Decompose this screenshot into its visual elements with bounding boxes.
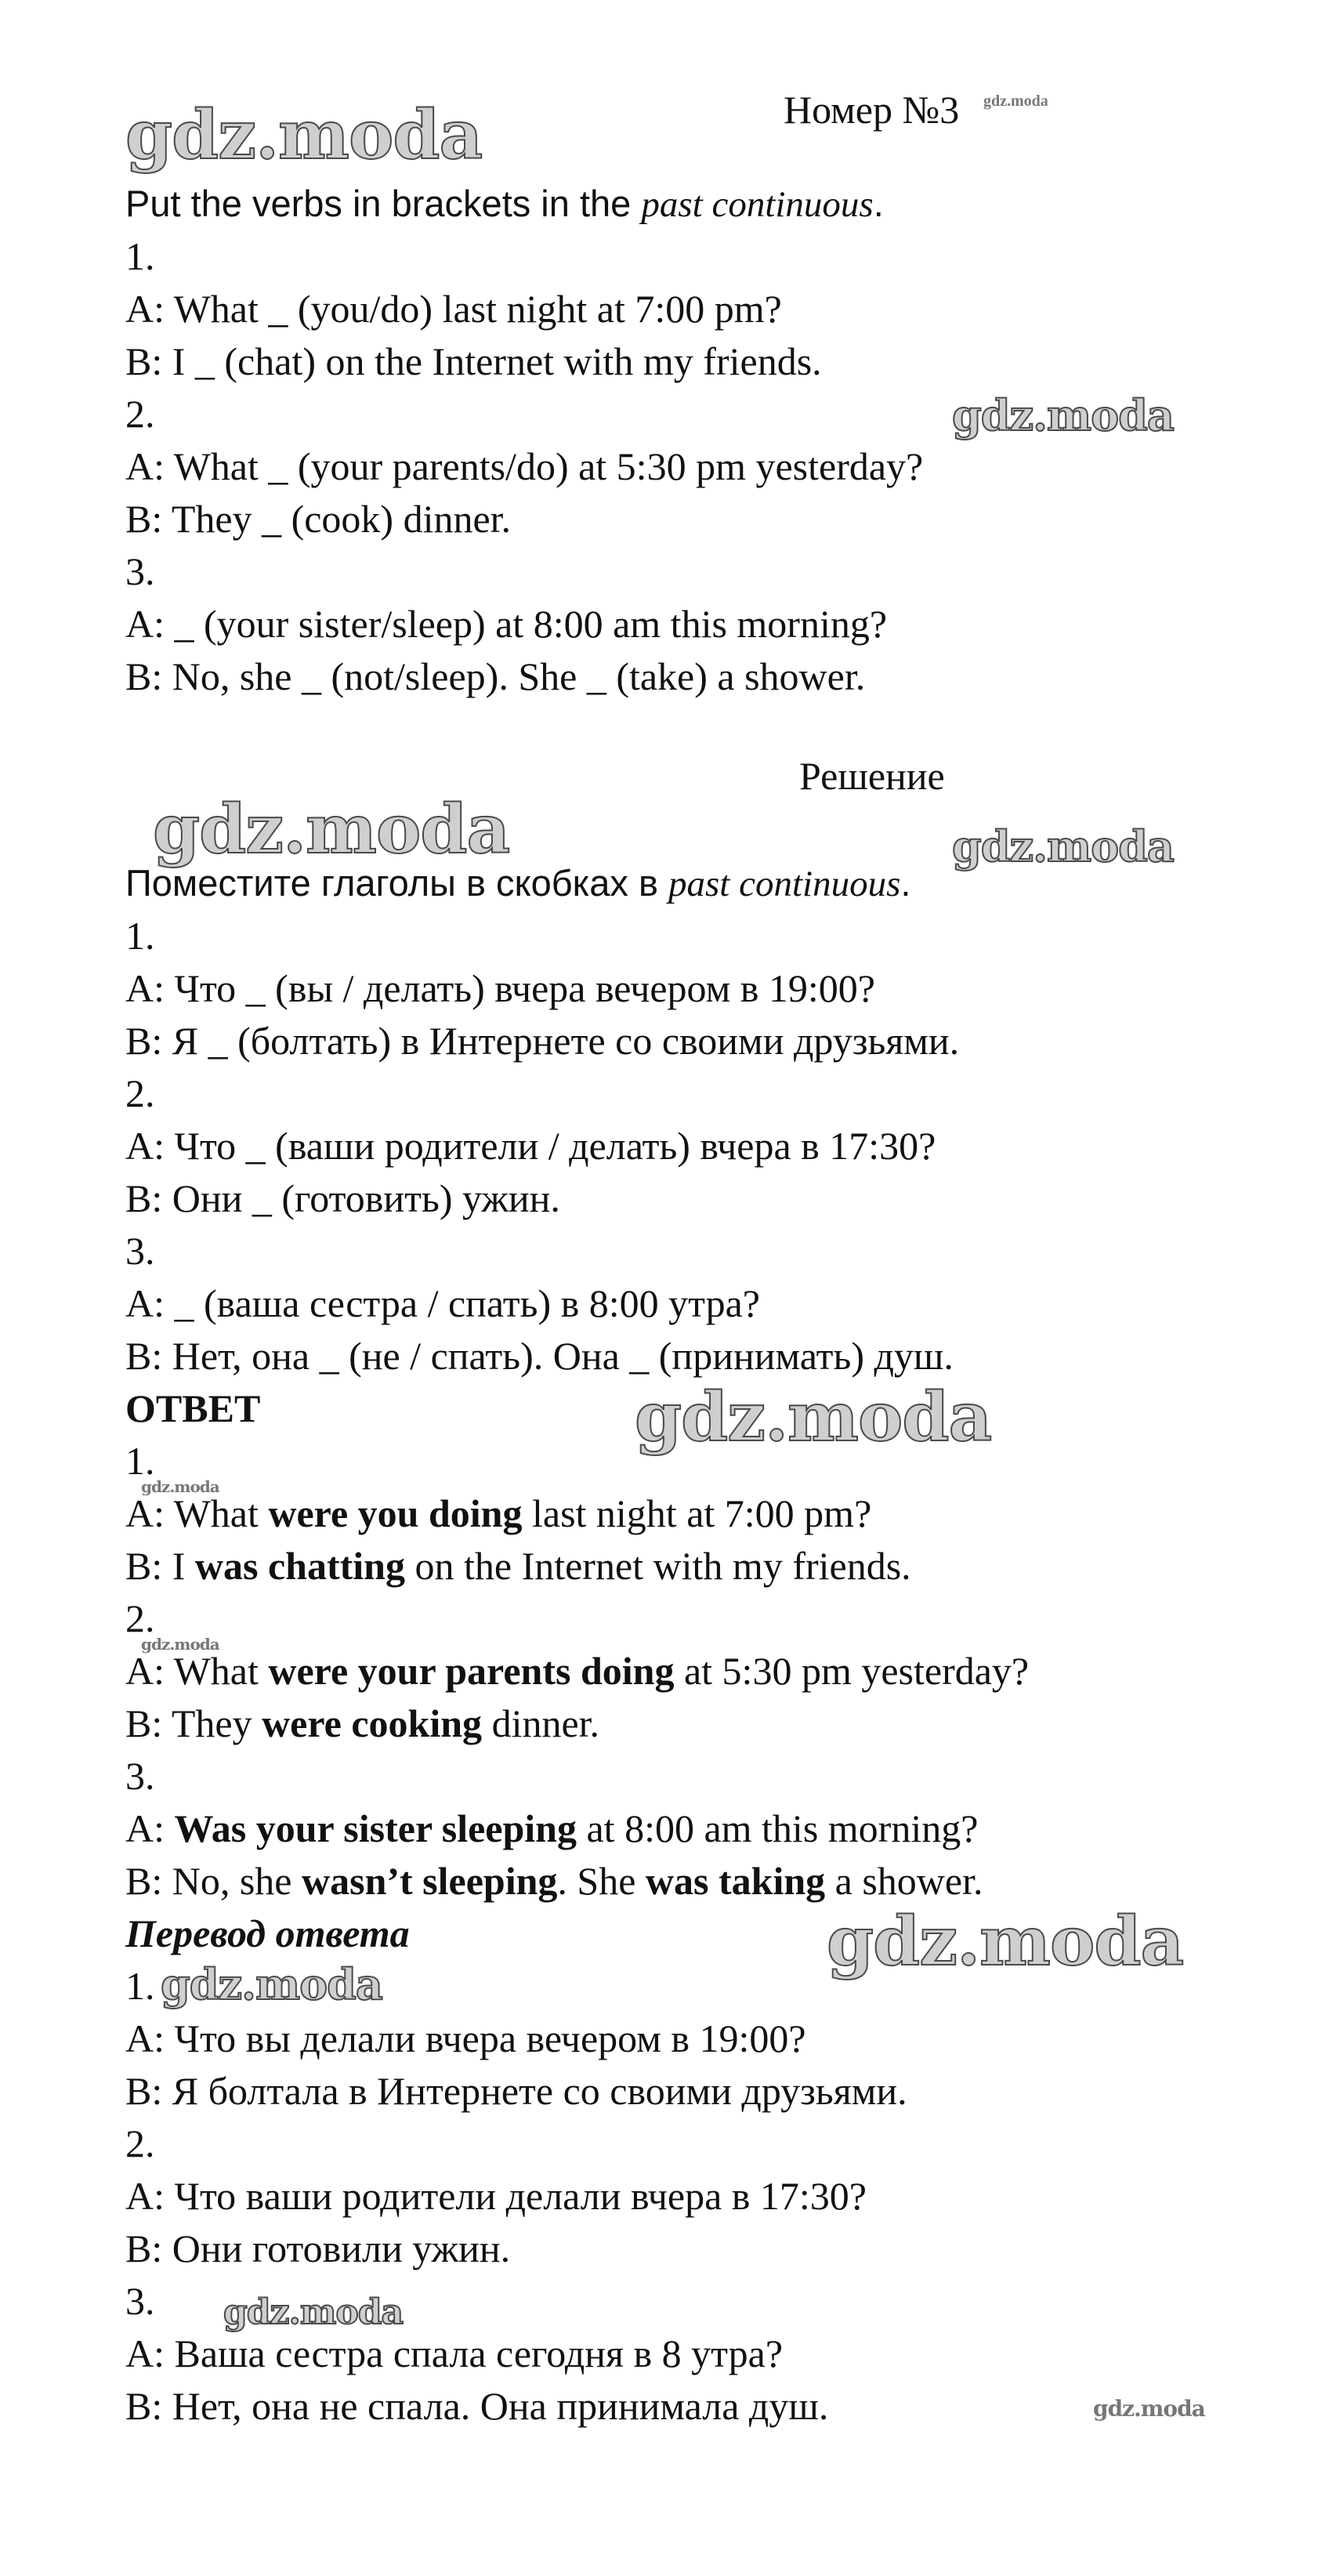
task-instruction: [125, 180, 884, 228]
translation-item-2-a: A: Что ваши родители делали вчера в 17:30?: [125, 2174, 867, 2218]
answer-item-1-b: [125, 1542, 911, 1589]
solution-instruction: [125, 860, 910, 908]
answer-item-2-number: 2.: [125, 1596, 155, 1640]
answer-verb: wasn’t sleeping: [302, 1859, 558, 1903]
answer-text: at 8:00 am this morning?: [576, 1806, 979, 1850]
solution-item-1-number: 1.: [125, 914, 155, 958]
translation-item-3-number: 3.: [125, 2279, 155, 2323]
answer-text: a shower.: [825, 1859, 983, 1903]
solution-instruction-text: Поместите глаголы в скобках в: [125, 862, 668, 904]
task-item-2-a: A: What _ (your parents/do) at 5:30 pm yesterday?: [125, 444, 924, 488]
watermark-logo: gdz.moda: [952, 390, 1174, 440]
answer-text: A: What: [125, 1649, 269, 1693]
answer-text: B: I: [125, 1544, 195, 1588]
translation-item-1-b: B: Я болтала в Интернете со своими друзьями.: [125, 2069, 907, 2113]
answer-text: A: What: [125, 1491, 269, 1535]
answer-verb: was taking: [645, 1859, 826, 1903]
answer-heading: ОТВЕТ: [125, 1386, 261, 1430]
answer-text: on the Internet with my friends.: [404, 1544, 911, 1588]
solution-item-2-a: A: Что _ (ваши родители / делать) вчера в 17:30?: [125, 1124, 936, 1168]
solution-item-3-number: 3.: [125, 1229, 155, 1273]
answer-verb: was chatting: [194, 1544, 405, 1588]
solution-item-2-number: 2.: [125, 1071, 155, 1115]
translation-item-1-a: A: Что вы делали вчера вечером в 19:00?: [125, 2016, 806, 2060]
answer-text: last night at 7:00 pm?: [522, 1491, 872, 1535]
answer-item-1-number: 1.: [125, 1439, 155, 1483]
task-instruction-italic: past continuous: [641, 184, 874, 225]
watermark-logo: gdz.moda: [125, 96, 483, 175]
watermark-logo: gdz.moda: [635, 1378, 992, 1457]
task-instruction-text: Put the verbs in brackets in the: [125, 183, 642, 224]
translation-item-2-number: 2.: [125, 2121, 155, 2165]
solution-item-3-a: A: _ (ваша сестра / спать) в 8:00 утра?: [125, 1281, 760, 1325]
translation-item-2-b: B: Они готовили ужин.: [125, 2226, 511, 2270]
task-item-1-number: 1.: [125, 234, 155, 278]
translation-heading: Перевод ответа: [125, 1911, 410, 1955]
answer-text: B: They: [125, 1701, 262, 1745]
answer-text: A:: [125, 1806, 175, 1850]
answer-item-1-a: [125, 1490, 871, 1537]
watermark-logo: gdz.moda: [141, 1477, 219, 1496]
task-item-1-b: B: I _ (chat) on the Internet with my friends.: [125, 339, 822, 383]
page-title: Номер №3: [784, 88, 960, 132]
solution-heading: Решение: [799, 754, 945, 798]
watermark-logo: gdz.moda: [141, 1635, 219, 1654]
solution-item-1-a: A: Что _ (вы / делать) вчера вечером в 19:00?: [125, 966, 875, 1010]
watermark-logo: gdz.moda: [827, 1902, 1184, 1981]
task-item-3-b: B: No, she _ (not/sleep). She _ (take) a shower.: [125, 654, 866, 698]
task-item-2-number: 2.: [125, 392, 155, 436]
solution-instruction-end: .: [900, 862, 911, 904]
answer-item-2-a: [125, 1647, 1029, 1694]
task-item-2-b: B: They _ (cook) dinner.: [125, 497, 512, 541]
watermark-logo: gdz.moda: [153, 790, 510, 869]
watermark-logo: gdz.moda: [223, 2292, 404, 2332]
answer-text: . She: [557, 1859, 646, 1903]
solution-item-3-b: B: Нет, она _ (не / спать). Она _ (принимать) душ.: [125, 1334, 954, 1378]
answer-item-3-b: [125, 1857, 983, 1904]
task-item-3-a: A: _ (your sister/sleep) at 8:00 am this morning?: [125, 602, 888, 646]
answer-item-3-a: [125, 1805, 978, 1852]
answer-item-3-number: 3.: [125, 1754, 155, 1798]
translation-item-3-a: A: Ваша сестра спала сегодня в 8 утра?: [125, 2331, 784, 2375]
answer-verb: were cooking: [262, 1701, 483, 1745]
watermark-logo: gdz.moda: [1093, 2396, 1205, 2422]
task-item-3-number: 3.: [125, 549, 155, 593]
solution-instruction-italic: past continuous: [668, 864, 901, 904]
solution-item-1-b: B: Я _ (болтать) в Интернете со своими друзьями.: [125, 1019, 960, 1063]
solution-item-2-b: B: Они _ (готовить) ужин.: [125, 1176, 560, 1220]
answer-verb: were your parents doing: [268, 1649, 675, 1693]
translation-item-1-number: 1.: [125, 1964, 155, 2008]
answer-text: dinner.: [482, 1701, 600, 1745]
translation-item-3-b: B: Нет, она не спала. Она принимала душ.: [125, 2384, 829, 2428]
answer-text: B: No, she: [125, 1859, 302, 1903]
answer-verb: Was your sister sleeping: [174, 1806, 577, 1850]
answer-verb: were you doing: [268, 1491, 523, 1535]
watermark-logo: gdz.moda: [161, 1959, 382, 2009]
answer-text: at 5:30 pm yesterday?: [674, 1649, 1030, 1693]
task-instruction-end: .: [873, 183, 884, 224]
watermark-logo: gdz.moda: [952, 821, 1174, 871]
task-item-1-a: A: What _ (you/do) last night at 7:00 pm?: [125, 287, 782, 331]
title-watermark: gdz.moda: [983, 92, 1048, 110]
answer-item-2-b: [125, 1700, 599, 1747]
